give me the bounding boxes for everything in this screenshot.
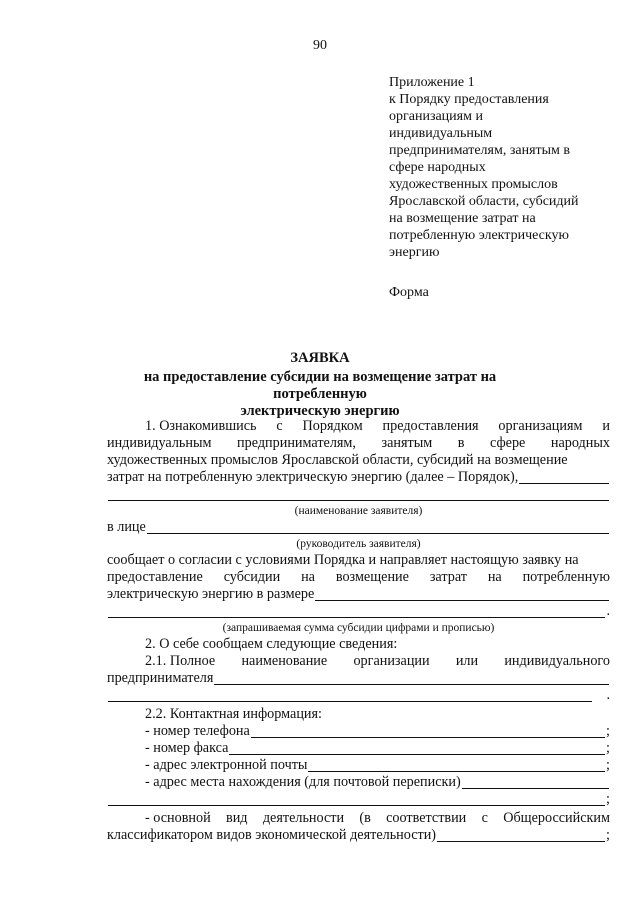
text-word: организациям (498, 418, 583, 434)
text-word: (в (359, 810, 371, 826)
semicolon: ; (606, 723, 610, 739)
phone-label: - номер телефона (145, 723, 250, 739)
period: . (606, 603, 610, 619)
subsidy-amount-field-cont[interactable] (108, 604, 605, 618)
text-line: электрическую энергию в размере (107, 586, 315, 602)
document-title: ЗАЯВКА (290, 350, 350, 366)
paragraph-1-line-4 (107, 469, 610, 486)
appendix-line: организациям и (389, 109, 483, 124)
appendix-line: предпринимателям, занятым в (389, 143, 571, 158)
text-word: и (602, 418, 610, 434)
section-2-2-heading (107, 706, 610, 723)
fax-field[interactable] (229, 741, 605, 755)
phone-line (107, 723, 610, 740)
applicant-name-line (107, 486, 610, 503)
text-line: затрат на потребленную электрическую энергию (далее – Порядок), (107, 469, 519, 485)
address-field-cont[interactable] (108, 792, 605, 806)
phone-field[interactable] (251, 724, 605, 738)
text-word: субсидии (223, 569, 281, 585)
fax-line (107, 740, 610, 757)
paragraph-1-line-6 (107, 569, 610, 586)
section-2-1-line-2 (107, 670, 610, 687)
text-word: на (301, 569, 315, 585)
in-person-label: в лице (107, 519, 146, 535)
head-hint: (руководитель заявителя) (296, 538, 421, 550)
appendix-line: Приложение 1 (389, 75, 475, 90)
section-2-heading (107, 636, 610, 653)
text-word: соответствии (386, 810, 467, 826)
paragraph-1-line-3 (107, 452, 610, 469)
email-line (107, 757, 610, 774)
email-field[interactable] (308, 758, 605, 772)
text-line: предпринимателя (107, 670, 214, 686)
in-person-line (107, 519, 610, 536)
text-word: возмещение (335, 569, 409, 585)
semicolon: ; (606, 791, 610, 807)
full-name-field[interactable] (214, 671, 609, 685)
text-line: 2.2. Контактная информация: (145, 706, 322, 722)
text-word: вид (226, 810, 248, 826)
semicolon: ; (606, 757, 610, 773)
activity-line-1 (107, 810, 610, 827)
semicolon: ; (606, 827, 610, 843)
text-word: предоставление (107, 569, 203, 585)
appendix-line: Ярославской области, субсидий (389, 194, 579, 209)
text-word: затрат (429, 569, 467, 585)
appendix-block (389, 74, 621, 261)
full-name-field-cont[interactable] (108, 688, 592, 702)
head-of-applicant-field[interactable] (147, 520, 609, 534)
paragraph-1-line-1 (107, 418, 610, 435)
address-field[interactable] (462, 775, 609, 789)
text-line: художественных промыслов Ярославской области, субсидий на возмещение (107, 452, 568, 468)
text-word: 1. Ознакомившись (145, 418, 257, 434)
paragraph-1-line-5 (107, 552, 610, 569)
activity-field[interactable] (437, 828, 605, 842)
text-word: деятельности (262, 810, 345, 826)
document-subtitle (100, 369, 540, 420)
form-label: Форма (389, 285, 429, 300)
text-word: или (455, 653, 479, 669)
text-word: народных (550, 435, 610, 451)
text-word: индивидуальным (107, 435, 212, 451)
text-word: организации (353, 653, 430, 669)
period: . (606, 687, 610, 703)
address-line-cont (107, 791, 610, 808)
appendix-line: энергию (389, 245, 440, 260)
address-label: - адрес места нахождения (для почтовой переписки) (145, 774, 461, 790)
text-word: на (487, 569, 502, 585)
appendix-line: индивидуальным (389, 126, 493, 141)
text-word: сфере (489, 435, 526, 451)
text-word: предпринимателям, (237, 435, 356, 451)
appendix-line: на возмещение затрат на (389, 211, 536, 226)
full-name-line (107, 687, 610, 704)
text-word: с (276, 418, 283, 434)
text-word: занятым (381, 435, 433, 451)
text-word: - основной (145, 810, 211, 826)
amount-hint: (запрашиваемая сумма субсидии цифрами и прописью) (222, 622, 495, 634)
text-word: потребленную (522, 569, 610, 585)
text-line: 2. О себе сообщаем следующие сведения: (145, 636, 398, 652)
applicant-name-field[interactable] (519, 470, 609, 484)
text-line: сообщает о согласии с условиями Порядка и направляет настоящую заявку на (107, 552, 579, 568)
email-label: - адрес электронной почты (145, 757, 308, 773)
subtitle-line: на предоставление субсидии на возмещение затрат на потребленную (143, 369, 497, 402)
page-number: 90 (313, 38, 327, 53)
text-word: предоставления (382, 418, 479, 434)
appendix-line: сфере народных (389, 160, 486, 175)
activity-line-2 (107, 827, 610, 844)
paragraph-1-line-2 (107, 435, 610, 452)
text-word: Порядком (302, 418, 363, 434)
applicant-hint: (наименование заявителя) (294, 505, 423, 517)
subsidy-amount-field[interactable] (315, 587, 609, 601)
subsidy-amount-line (107, 603, 610, 620)
applicant-name-field-cont[interactable] (108, 487, 609, 501)
application-body (107, 418, 610, 844)
subtitle-line: электрическую энергию (240, 403, 400, 419)
text-word: наименование (241, 653, 328, 669)
address-line (107, 774, 610, 791)
section-2-1-line-1 (107, 653, 610, 670)
paragraph-1-line-7 (107, 586, 610, 603)
semicolon: ; (606, 740, 610, 756)
appendix-line: художественных промыслов (389, 177, 558, 192)
text-word: 2.1. Полное (145, 653, 216, 669)
text-word: с (481, 810, 488, 826)
fax-label: - номер факса (145, 740, 229, 756)
appendix-line: потребленную электрическую (389, 228, 569, 243)
text-word: индивидуального (504, 653, 610, 669)
text-word: в (457, 435, 465, 451)
appendix-line: к Порядку предоставления (389, 92, 549, 107)
text-line: классификатором видов экономической деятельности) (107, 827, 437, 843)
text-word: Общероссийским (503, 810, 610, 826)
